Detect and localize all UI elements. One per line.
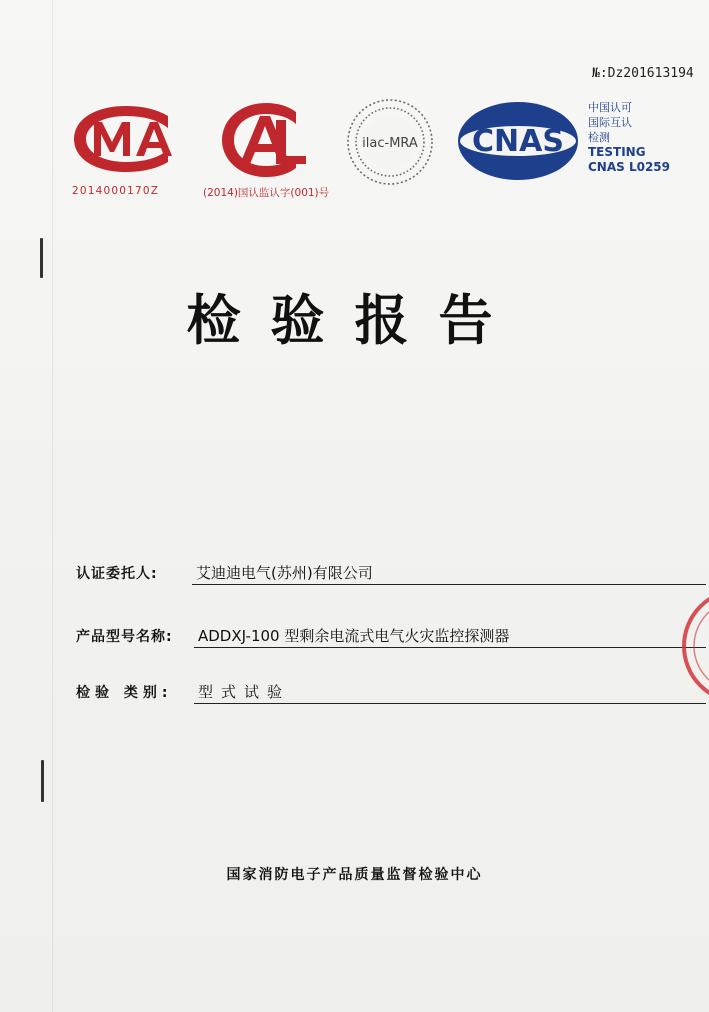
type-value: 型式试验 bbox=[198, 683, 291, 701]
cnas-line-4: TESTING bbox=[588, 145, 646, 159]
cma-code: 2014000170Z bbox=[72, 185, 160, 197]
staple-top bbox=[40, 238, 43, 278]
cal-code: (2014)国认监认字(001)号 bbox=[203, 187, 330, 199]
model-underline bbox=[194, 647, 706, 648]
client-label: 认证委托人: bbox=[76, 566, 158, 582]
cnas-line-5: CNAS L0259 bbox=[588, 160, 671, 174]
model-field bbox=[76, 624, 706, 648]
report-title: 检验报告 bbox=[186, 289, 523, 352]
cnas-line-2: 国际互认 bbox=[588, 116, 632, 129]
cal-logo bbox=[216, 98, 316, 182]
model-value: ADDXJ-100 型剩余电流式电气火灾监控探测器 bbox=[198, 627, 510, 645]
cnas-line-1: 中国认可 bbox=[588, 101, 632, 114]
cnas-text: CNAS bbox=[472, 124, 564, 159]
cma-logo bbox=[66, 100, 186, 178]
binding-shadow bbox=[52, 0, 53, 1012]
ilac-mra-text: ilac-MRA bbox=[362, 136, 418, 151]
cnas-accreditation-info bbox=[588, 100, 670, 175]
report-number: №:Dz201613194 bbox=[592, 66, 694, 81]
staple-bottom bbox=[41, 760, 44, 802]
model-label: 产品型号名称: bbox=[76, 629, 173, 645]
cnas-logo bbox=[456, 100, 580, 182]
type-field bbox=[76, 680, 706, 704]
issuing-institution: 国家消防电子产品质量监督检验中心 bbox=[226, 867, 483, 883]
ilac-mra-logo bbox=[342, 94, 438, 190]
type-label: 检验 类别: bbox=[76, 685, 173, 701]
red-seal-stamp-edge bbox=[680, 586, 709, 706]
type-underline bbox=[194, 703, 706, 704]
client-field bbox=[76, 561, 706, 585]
client-value: 艾迪迪电气(苏州)有限公司 bbox=[196, 564, 373, 582]
cnas-line-3: 检测 bbox=[588, 131, 610, 144]
client-underline bbox=[192, 584, 706, 585]
